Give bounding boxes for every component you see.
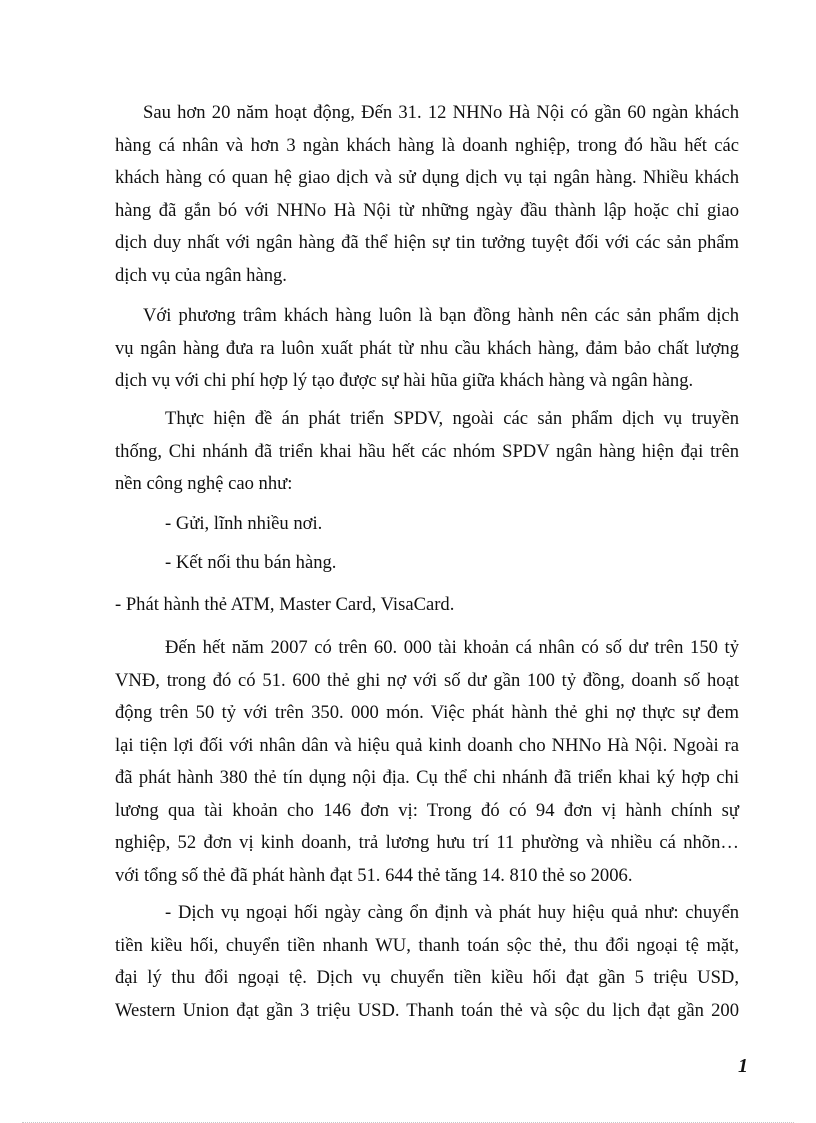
- text-line: lương qua tài khoản cho 146 đơn vị: Trong đó có 94 đơn vị hành chính sự: [115, 799, 739, 821]
- paragraph-spdv-project: [115, 403, 739, 501]
- text-line: Với phương trâm khách hàng luôn là bạn đồng hành nên các sản phẩm dịch: [143, 305, 739, 326]
- text-line: - Dịch vụ ngoại hối ngày càng ổn định và phát huy hiệu quả như: chuyển: [165, 902, 739, 923]
- text-line: tiền kiều hối, chuyển tiền nhanh WU, thanh toán sộc thẻ, thu đổi ngoại tệ mặt,: [115, 934, 739, 956]
- paragraph-motto: [115, 300, 739, 398]
- text-line: đã phát hành 380 thẻ tín dụng nội địa. Cụ thể chi nhánh đã triển khai ký hợp chi: [115, 767, 739, 788]
- text-line: đại lý thu đổi ngoại tệ. Dịch vụ chuyển tiền kiều hối đạt gần 5 triệu USD,: [115, 967, 739, 988]
- text-line: dịch vụ của ngân hàng.: [115, 264, 287, 286]
- text-line: dịch vụ với chi phí hợp lý tạo được sự hài hũa giữa khách hàng và ngân hàng.: [115, 370, 694, 391]
- text-line: - Phát hành thẻ ATM, Master Card, VisaCard.: [115, 594, 455, 615]
- text-line: khách hàng có quan hệ giao dịch và sử dụng dịch vụ tại ngân hàng. Nhiều khách: [115, 167, 739, 188]
- text-line: thống, Chi nhánh đã triển khai hầu hết các nhóm SPDV ngân hàng hiện đại trên: [115, 440, 739, 462]
- text-line: nghiệp, 52 đơn vị kinh doanh, trả lương hưu trí 11 phường và nhiều cá nhõn…: [115, 832, 739, 853]
- text-line: động trên 50 tỷ với trên 350. 000 món. Việc phát hành thẻ ghi nợ thực sự đem: [115, 702, 739, 723]
- text-line: Western Union đạt gần 3 triệu USD. Thanh toán thẻ và sộc du lịch đạt gần 200: [115, 999, 739, 1021]
- text-line: nền công nghệ cao như:: [115, 473, 293, 494]
- page-number: 1: [738, 1055, 748, 1077]
- text-line: - Kết nối thu bán hàng.: [165, 552, 337, 573]
- text-line: hàng cá nhân và hơn 3 ngàn khách hàng là doanh nghiệp, trong đó hầu hết các: [115, 134, 739, 156]
- text-line: Đến hết năm 2007 có trên 60. 000 tài khoản cá nhân có số dư trên 150 tỷ: [165, 637, 739, 658]
- text-line: Sau hơn 20 năm hoạt động, Đến 31. 12 NHNo Hà Nội có gần 60 ngàn khách: [143, 102, 739, 123]
- bullet-item: [115, 547, 739, 580]
- text-line: lại tiện lợi đối với nhân dân và hiệu quả kinh doanh cho NHNo Hà Nội. Ngoài ra: [115, 734, 739, 756]
- text-line: VNĐ, trong đó có 51. 600 thẻ ghi nợ với số dư gần 100 tỷ đồng, doanh số hoạt: [115, 669, 739, 691]
- bullet-item: [115, 508, 739, 541]
- paragraph-customers: [115, 97, 739, 292]
- text-line: dịch duy nhất với ngân hàng đã thể hiện sự tin tưởng tuyệt đối với các sản phẩm: [115, 232, 739, 253]
- text-line: - Gửi, lĩnh nhiều nơi.: [165, 513, 323, 534]
- text-line: vụ ngân hàng đưa ra luôn xuất phát từ nhu cầu khách hàng, đảm bảo chất lượng: [115, 337, 739, 359]
- bullet-item: [115, 589, 739, 622]
- paragraph-card-stats: [115, 632, 739, 892]
- text-line: hàng đã gắn bó với NHNo Hà Nội từ những ngày đầu thành lập hoặc chỉ giao: [115, 199, 739, 221]
- text-line: với tổng số thẻ đã phát hành đạt 51. 644 thẻ tăng 14. 810 thẻ so 2006.: [115, 864, 633, 886]
- paragraph-forex: [115, 897, 739, 1027]
- text-line: Thực hiện đề án phát triển SPDV, ngoài các sản phẩm dịch vụ truyền: [165, 408, 739, 429]
